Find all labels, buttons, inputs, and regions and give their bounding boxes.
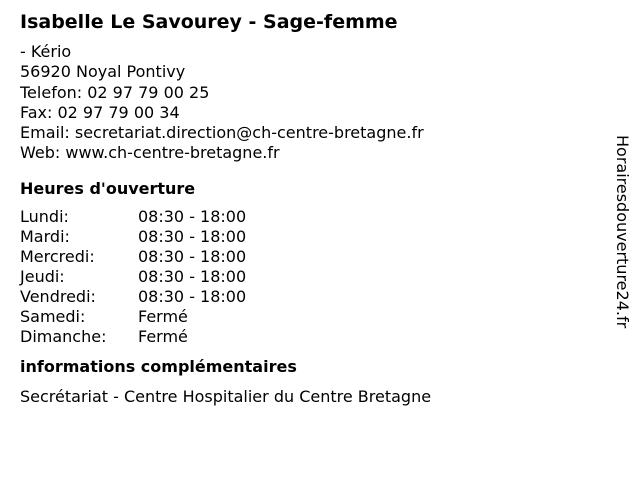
site-watermark: Horairesdouverture24.fr	[613, 135, 632, 329]
page-title: Isabelle Le Savourey - Sage-femme	[20, 11, 398, 33]
hours-row-tuesday	[20, 227, 600, 247]
day-label: Samedi:	[20, 307, 86, 327]
extra-info-heading: informations complémentaires	[20, 357, 297, 377]
day-label: Mercredi:	[20, 246, 95, 266]
day-label: Jeudi:	[20, 267, 65, 287]
hours-row-wednesday	[20, 247, 600, 267]
business-card	[20, 8, 600, 407]
hours-row-friday	[20, 287, 600, 307]
hours-row-monday	[20, 207, 600, 227]
hours-row-saturday	[20, 307, 600, 327]
hours-row-sunday	[20, 327, 600, 347]
time-value: 08:30 - 18:00	[138, 287, 247, 307]
email-line: Email: secretariat.direction@ch-centre-bretagne.fr	[20, 123, 424, 143]
fax-line: Fax: 02 97 79 00 34	[20, 102, 180, 122]
hours-heading: Heures d'ouverture	[20, 178, 196, 198]
city-line: 56920 Noyal Pontivy	[20, 62, 186, 82]
day-label: Lundi:	[20, 206, 69, 226]
time-value: 08:30 - 18:00	[138, 246, 247, 266]
day-label: Mardi:	[20, 226, 70, 246]
time-value: 08:30 - 18:00	[138, 267, 247, 287]
address-block	[20, 42, 600, 164]
web-line: Web: www.ch-centre-bretagne.fr	[20, 143, 280, 163]
time-value: 08:30 - 18:00	[138, 226, 247, 246]
time-value: 08:30 - 18:00	[138, 206, 247, 226]
day-label: Vendredi:	[20, 287, 96, 307]
extra-info-text: Secrétariat - Centre Hospitalier du Centre Bretagne	[20, 387, 432, 407]
phone-line: Telefon: 02 97 79 00 25	[20, 82, 210, 102]
time-value: Fermé	[138, 307, 188, 327]
street-line: - Kério	[20, 42, 72, 61]
time-value: Fermé	[138, 327, 188, 347]
hours-row-thursday	[20, 267, 600, 287]
day-label: Dimanche:	[20, 327, 107, 347]
hours-table	[20, 207, 600, 348]
